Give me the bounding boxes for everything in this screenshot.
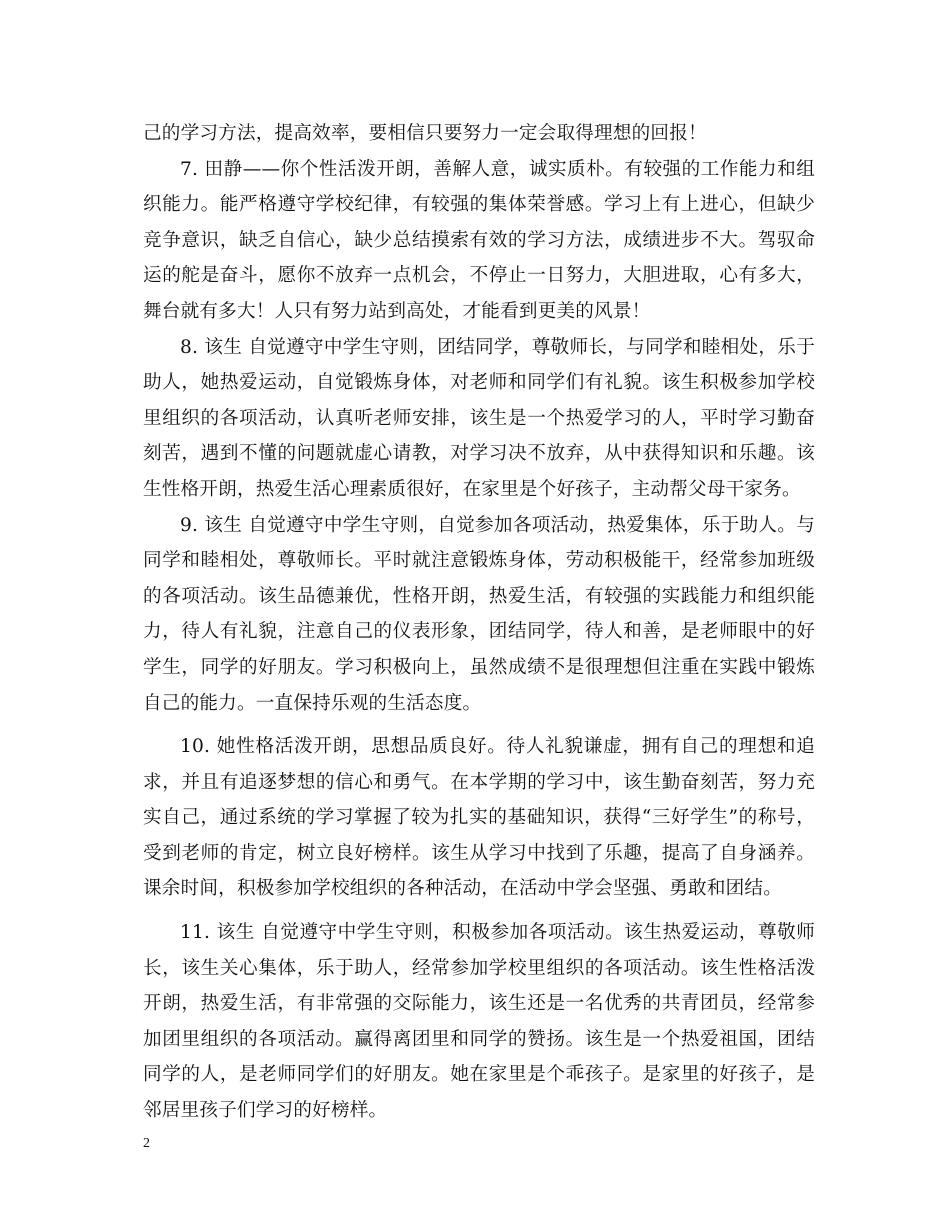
paragraph-continuation: 己的学习方法，提高效率，要相信只要努力一定会取得理想的回报！ [143, 123, 707, 144]
paragraph-item-7: 7. 田静——你个性活泼开朗，善解人意，诚实质朴。有较强的工作能力和组织能力。能严格遵守学校纪律，有较强的集体荣誉感。学习上有上进心，但缺少竞争意识，缺乏自信心，缺少总结摸索有效的学习方法，成绩进步不大。驾驭命运的舵是奋斗，愿你不放弃一点机会，不停止一日努力，大胆进取，心有多大，舞台就有多大！人只有努力站到高处，才能看到更美的风景！ [143, 158, 815, 322]
paragraph-item-8: 8. 该生 自觉遵守中学生守则，团结同学，尊敬师长，与同学和睦相处，乐于助人，她热爱运动，自觉锻炼身体，对老师和同学们有礼貌。该生积极参加学校里组织的各项活动，认真听老师安排，该生是一个热爱学习的人，平时学习勤奋刻苦，遇到不懂的问题就虚心请教，对学习决不放弃，从中获得知识和乐趣。该生性格开朗，热爱生活心理素质很好，在家里是个好孩子，主动帮父母干家务。 [143, 336, 815, 500]
paragraph-item-9: 9. 该生 自觉遵守中学生守则，自觉参加各项活动，热爱集体，乐于助人。与同学和睦相处，尊敬师长。平时就注意锻炼身体，劳动积极能干，经常参加班级的各项活动。该生品德兼优，性格开朗，热爱生活，有较强的实践能力和组织能力，待人有礼貌，注意自己的仪表形象，团结同学，待人和善，是老师眼中的好学生，同学的好朋友。学习积极向上，虽然成绩不是很理想但注重在实践中锻炼自己的能力。一直保持乐观的生活态度。 [143, 514, 815, 714]
page-number: 2 [143, 1136, 150, 1151]
document-body [143, 116, 815, 1129]
paragraph-item-11: 11. 该生 自觉遵守中学生守则，积极参加各项活动。该生热爱运动，尊敬师长，该生关心集体，乐于助人，经常参加学校里组织的各项活动。该生性格活泼开朗，热爱生活，有非常强的交际能力，该生还是一名优秀的共青团员，经常参加团里组织的各项活动。赢得离团里和同学的赞扬。该生是一个热爱祖国，团结同学的人，是老师同学们的好朋友。她在家里是个乖孩子。是家里的好孩子，是邻居里孩子们学习的好榜样。 [143, 922, 815, 1122]
paragraph-item-10: 10. 她性格活泼开朗，思想品质良好。待人礼貌谦虚，拥有自己的理想和追求，并且有追逐梦想的信心和勇气。在本学期的学习中，该生勤奋刻苦，努力充实自己，通过系统的学习掌握了较为扎实的基础知识，获得“三好学生”的称号，受到老师的肯定，树立良好榜样。该生从学习中找到了乐趣，提高了自身涵养。课余时间，积极参加学校组织的各种活动，在活动中学会坚强、勇敢和团结。 [143, 736, 815, 900]
